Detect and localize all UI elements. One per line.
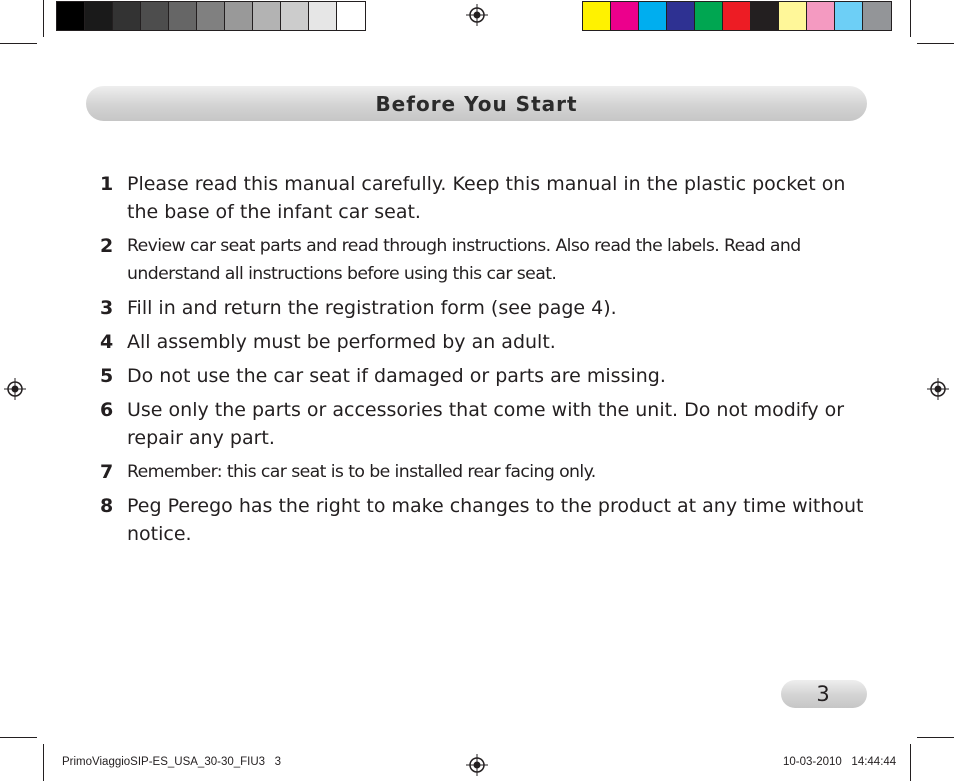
list-item (100, 492, 870, 548)
footer-date: 10-03-2010 (783, 756, 842, 768)
color-swatch (807, 2, 835, 30)
footer-file-page: 3 (274, 756, 282, 768)
list-item (100, 396, 870, 452)
item-number: 1 (100, 173, 114, 195)
color-swatch (723, 2, 751, 30)
color-swatch (85, 2, 113, 30)
crop-mark (910, 744, 911, 781)
item-number: 5 (100, 365, 114, 387)
list-item (100, 328, 870, 356)
item-number: 4 (100, 331, 114, 353)
footer-file-name: PrimoViaggioSIP-ES_USA_30-30_FIU3 (62, 756, 266, 768)
item-text: Do not use the car seat if damaged or parts are missing. (127, 365, 666, 387)
item-text: Please read this manual carefully. Keep this manual in the plastic pocket on the base of the infant car seat. (127, 173, 846, 223)
color-swatch (611, 2, 639, 30)
crop-mark (917, 737, 954, 738)
list-item (100, 362, 870, 390)
color-swatch (57, 2, 85, 30)
color-swatch (113, 2, 141, 30)
gray-color-bar (56, 1, 366, 31)
item-text: Review car seat parts and read through instructions. Also read the labels. Read and understand all instructions before using this car seat. (127, 236, 801, 284)
crop-mark (0, 43, 37, 44)
color-swatch (639, 2, 667, 30)
color-swatch (253, 2, 281, 30)
item-number: 2 (100, 235, 114, 257)
item-text: All assembly must be performed by an adult. (127, 331, 556, 353)
item-text: Remember: this car seat is to be installed rear facing only. (127, 462, 596, 482)
instructions-list (100, 170, 870, 554)
crop-mark (910, 0, 911, 37)
list-item (100, 294, 870, 322)
footer-time: 14:44:44 (851, 756, 897, 768)
section-title: Before You Start (375, 91, 578, 116)
list-item (100, 458, 870, 486)
color-swatch (225, 2, 253, 30)
list-item (100, 170, 870, 226)
color-swatch (779, 2, 807, 30)
footer-slug (62, 756, 281, 768)
item-number: 7 (100, 461, 114, 483)
item-number: 8 (100, 495, 114, 517)
registration-mark-icon (466, 4, 488, 26)
color-swatch (337, 2, 365, 30)
color-swatch (169, 2, 197, 30)
crop-mark (917, 43, 954, 44)
footer-timestamp (783, 756, 896, 768)
registration-mark-icon (927, 378, 949, 400)
crop-mark (43, 0, 44, 37)
registration-mark-icon (4, 378, 26, 400)
page-number: 3 (816, 682, 830, 706)
item-number: 3 (100, 297, 114, 319)
color-swatch (667, 2, 695, 30)
color-swatch (863, 2, 891, 30)
section-header (86, 86, 867, 121)
crop-mark (0, 737, 37, 738)
item-number: 6 (100, 399, 114, 421)
item-text: Peg Perego has the right to make changes to the product at any time without notice. (127, 495, 864, 545)
color-swatch (751, 2, 779, 30)
color-swatch (197, 2, 225, 30)
color-swatch (309, 2, 337, 30)
item-text: Use only the parts or accessories that come with the unit. Do not modify or repair any part. (127, 399, 845, 449)
color-swatch (281, 2, 309, 30)
crop-mark (43, 744, 44, 781)
color-swatch (835, 2, 863, 30)
color-swatch (583, 2, 611, 30)
color-swatch (695, 2, 723, 30)
registration-mark-icon (466, 754, 488, 776)
item-text: Fill in and return the registration form (see page 4). (127, 297, 617, 319)
color-swatch (141, 2, 169, 30)
process-color-bar (582, 1, 892, 31)
list-item (100, 232, 870, 288)
